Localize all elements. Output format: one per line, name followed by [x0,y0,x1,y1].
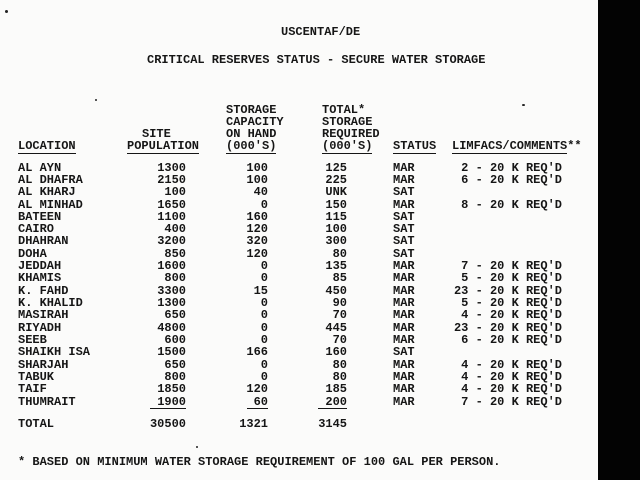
population-cell: 800 [164,369,186,384]
location-cell: MASIRAH [18,308,69,323]
population-cell: 3200 [157,234,186,249]
status-cell: MAR [393,333,415,347]
col-required-header-line3: REQUIRED [322,127,380,141]
required-cell: 300 [325,234,347,249]
population-cell: 1300 [157,296,186,310]
total-capacity: 1321 [239,417,268,431]
status-cell: MAR [393,160,415,175]
table-row [0,211,640,224]
capacity-cell: 0 [260,369,268,384]
population-cell: 600 [164,333,186,347]
col-capacity-header-line4: (000'S) [226,139,277,153]
table-row [0,174,640,187]
capacity-cell: 0 [260,357,268,372]
location-cell: AL KHARJ [18,185,76,200]
required-cell: 80 [332,369,347,384]
population-cell: 1600 [157,259,186,274]
status-cell: MAR [393,357,415,372]
location-cell: BATEEN [18,209,62,224]
status-cell: MAR [393,296,415,310]
status-cell: SAT [393,246,415,261]
status-cell: SAT [393,222,415,237]
population-cell: 3300 [157,283,186,298]
comments-cell: 4 - 20 K REQ'D [461,382,562,397]
required-cell: 160 [325,345,347,360]
capacity-cell: 166 [246,345,268,360]
status-cell: SAT [393,185,415,200]
status-cell: SAT [393,234,415,249]
population-cell: 850 [164,246,186,261]
location-cell: K. KHALID [18,296,83,310]
comments-footnote-marker: ** [567,139,582,153]
table-row [0,199,640,212]
required-cell: 70 [332,333,347,347]
location-cell: TAIF [18,382,47,397]
required-cell: 80 [332,246,347,261]
status-cell: MAR [393,271,415,286]
required-cell: 150 [325,197,347,212]
population-cell: 650 [164,308,186,323]
capacity-cell: 0 [260,259,268,274]
org-line: USCENTAF/DE [281,25,361,39]
capacity-cell: 0 [260,197,268,212]
capacity-cell: 160 [246,209,268,224]
location-cell: DOHA [18,246,47,261]
capacity-cell: 100 [246,172,268,187]
total-label: TOTAL [18,417,55,431]
status-cell: MAR [393,369,415,384]
scan-speck [95,99,97,101]
population-cell: 100 [164,185,186,200]
status-cell: MAR [393,197,415,212]
capacity-cell: 0 [260,320,268,335]
status-cell: MAR [393,308,415,323]
location-cell: AL MINHAD [18,197,83,212]
capacity-cell: 0 [260,333,268,347]
required-cell: 445 [325,320,347,335]
capacity-cell: 120 [246,382,268,397]
population-cell: 400 [164,222,186,237]
col-population-header-line1: SITE [142,127,171,141]
capacity-cell: 120 [246,246,268,261]
comments-cell: 2 - 20 K REQ'D [461,160,562,175]
status-cell: MAR [393,172,415,187]
col-comments-header: LIMFACS/COMMENTS** [452,139,582,153]
required-cell: 85 [332,271,347,286]
comments-cell: 6 - 20 K REQ'D [461,172,562,187]
status-cell: SAT [393,345,415,360]
col-capacity-header-line1: STORAGE [226,103,277,117]
total-row [0,418,640,431]
population-cell: 1650 [157,197,186,212]
location-cell: K. FAHD [18,283,69,298]
location-cell: CAIRO [18,222,55,237]
comments-cell: 6 - 20 K REQ'D [461,333,562,347]
capacity-cell: 320 [246,234,268,249]
col-status-header: STATUS [393,139,437,153]
population-cell: 650 [164,357,186,372]
scan-speck [196,446,198,448]
required-cell: 90 [332,296,347,310]
status-cell: MAR [393,259,415,274]
scan-speck [522,104,525,106]
required-cell: 100 [325,222,347,237]
required-cell: 200 [267,396,347,409]
table-row [0,334,640,347]
scan-speck [5,10,8,13]
population-cell: 1850 [157,382,186,397]
total-population: 30500 [149,417,186,431]
status-cell: MAR [393,320,415,335]
footnote: * BASED ON MINIMUM WATER STORAGE REQUIREMENT OF 100 GAL PER PERSON. [18,455,501,469]
table-row [0,223,640,236]
location-cell: SHAIKH ISA [18,345,91,360]
required-cell: 125 [325,160,347,175]
status-cell: MAR [393,283,415,298]
required-cell: 225 [325,172,347,187]
comments-cell: 4 - 20 K REQ'D [461,357,562,372]
location-cell: THUMRAIT [18,394,76,409]
capacity-cell: 0 [260,308,268,323]
required-cell: 185 [325,382,347,397]
col-population-header-line2: POPULATION [127,139,200,153]
capacity-cell: 0 [260,296,268,310]
location-cell: AL AYN [18,160,62,175]
population-cell: 1500 [157,345,186,360]
total-required: 3145 [318,417,347,431]
population-cell: 1300 [157,160,186,175]
population-cell: 4800 [157,320,186,335]
location-cell: DHAHRAN [18,234,69,249]
required-cell: 135 [325,259,347,274]
required-cell: 450 [325,283,347,298]
comments-cell: 23 - 20 K REQ'D [453,320,562,335]
capacity-cell: 100 [246,160,268,175]
required-cell: 80 [332,357,347,372]
status-cell: MAR [393,394,415,409]
status-cell: MAR [393,382,415,397]
location-cell: KHAMIS [18,271,62,286]
comments-cell: 8 - 20 K REQ'D [461,197,562,212]
required-cell: 115 [325,209,347,224]
capacity-cell: 60 [188,396,268,409]
table-row [0,396,640,409]
capacity-cell: 120 [246,222,268,237]
capacity-cell: 15 [253,283,268,298]
table-row [0,235,640,248]
col-required-header-line4: (000'S) [322,139,373,153]
location-cell: SEEB [18,333,47,347]
location-cell: TABUK [18,369,55,384]
page-title: CRITICAL RESERVES STATUS - SECURE WATER STORAGE [147,53,486,67]
comments-cell: 4 - 20 K REQ'D [461,308,562,323]
required-cell: UNK [325,185,347,200]
population-cell: 800 [164,271,186,286]
col-capacity-header-line2: CAPACITY [226,115,284,129]
location-cell: JEDDAH [18,259,62,274]
location-cell: AL DHAFRA [18,172,83,187]
comments-cell: 23 - 20 K REQ'D [453,283,562,298]
comments-cell: 4 - 20 K REQ'D [461,369,562,384]
comments-cell: 5 - 20 K REQ'D [461,296,562,310]
col-required-header-line1: TOTAL* [322,103,366,117]
required-cell: 70 [332,308,347,323]
comments-cell: 7 - 20 K REQ'D [461,259,562,274]
capacity-cell: 40 [253,185,268,200]
col-capacity-header-line3: ON HAND [226,127,277,141]
col-location-header: LOCATION [18,139,76,153]
location-cell: RIYADH [18,320,62,335]
population-cell: 2150 [157,172,186,187]
population-cell: 1100 [157,209,186,224]
population-cell: 1900 [106,396,186,409]
col-required-header-line2: STORAGE [322,115,373,129]
location-cell: SHARJAH [18,357,69,372]
comments-cell: 7 - 20 K REQ'D [461,394,562,409]
status-cell: SAT [393,209,415,224]
capacity-cell: 0 [260,271,268,286]
comments-cell: 5 - 20 K REQ'D [461,271,562,286]
